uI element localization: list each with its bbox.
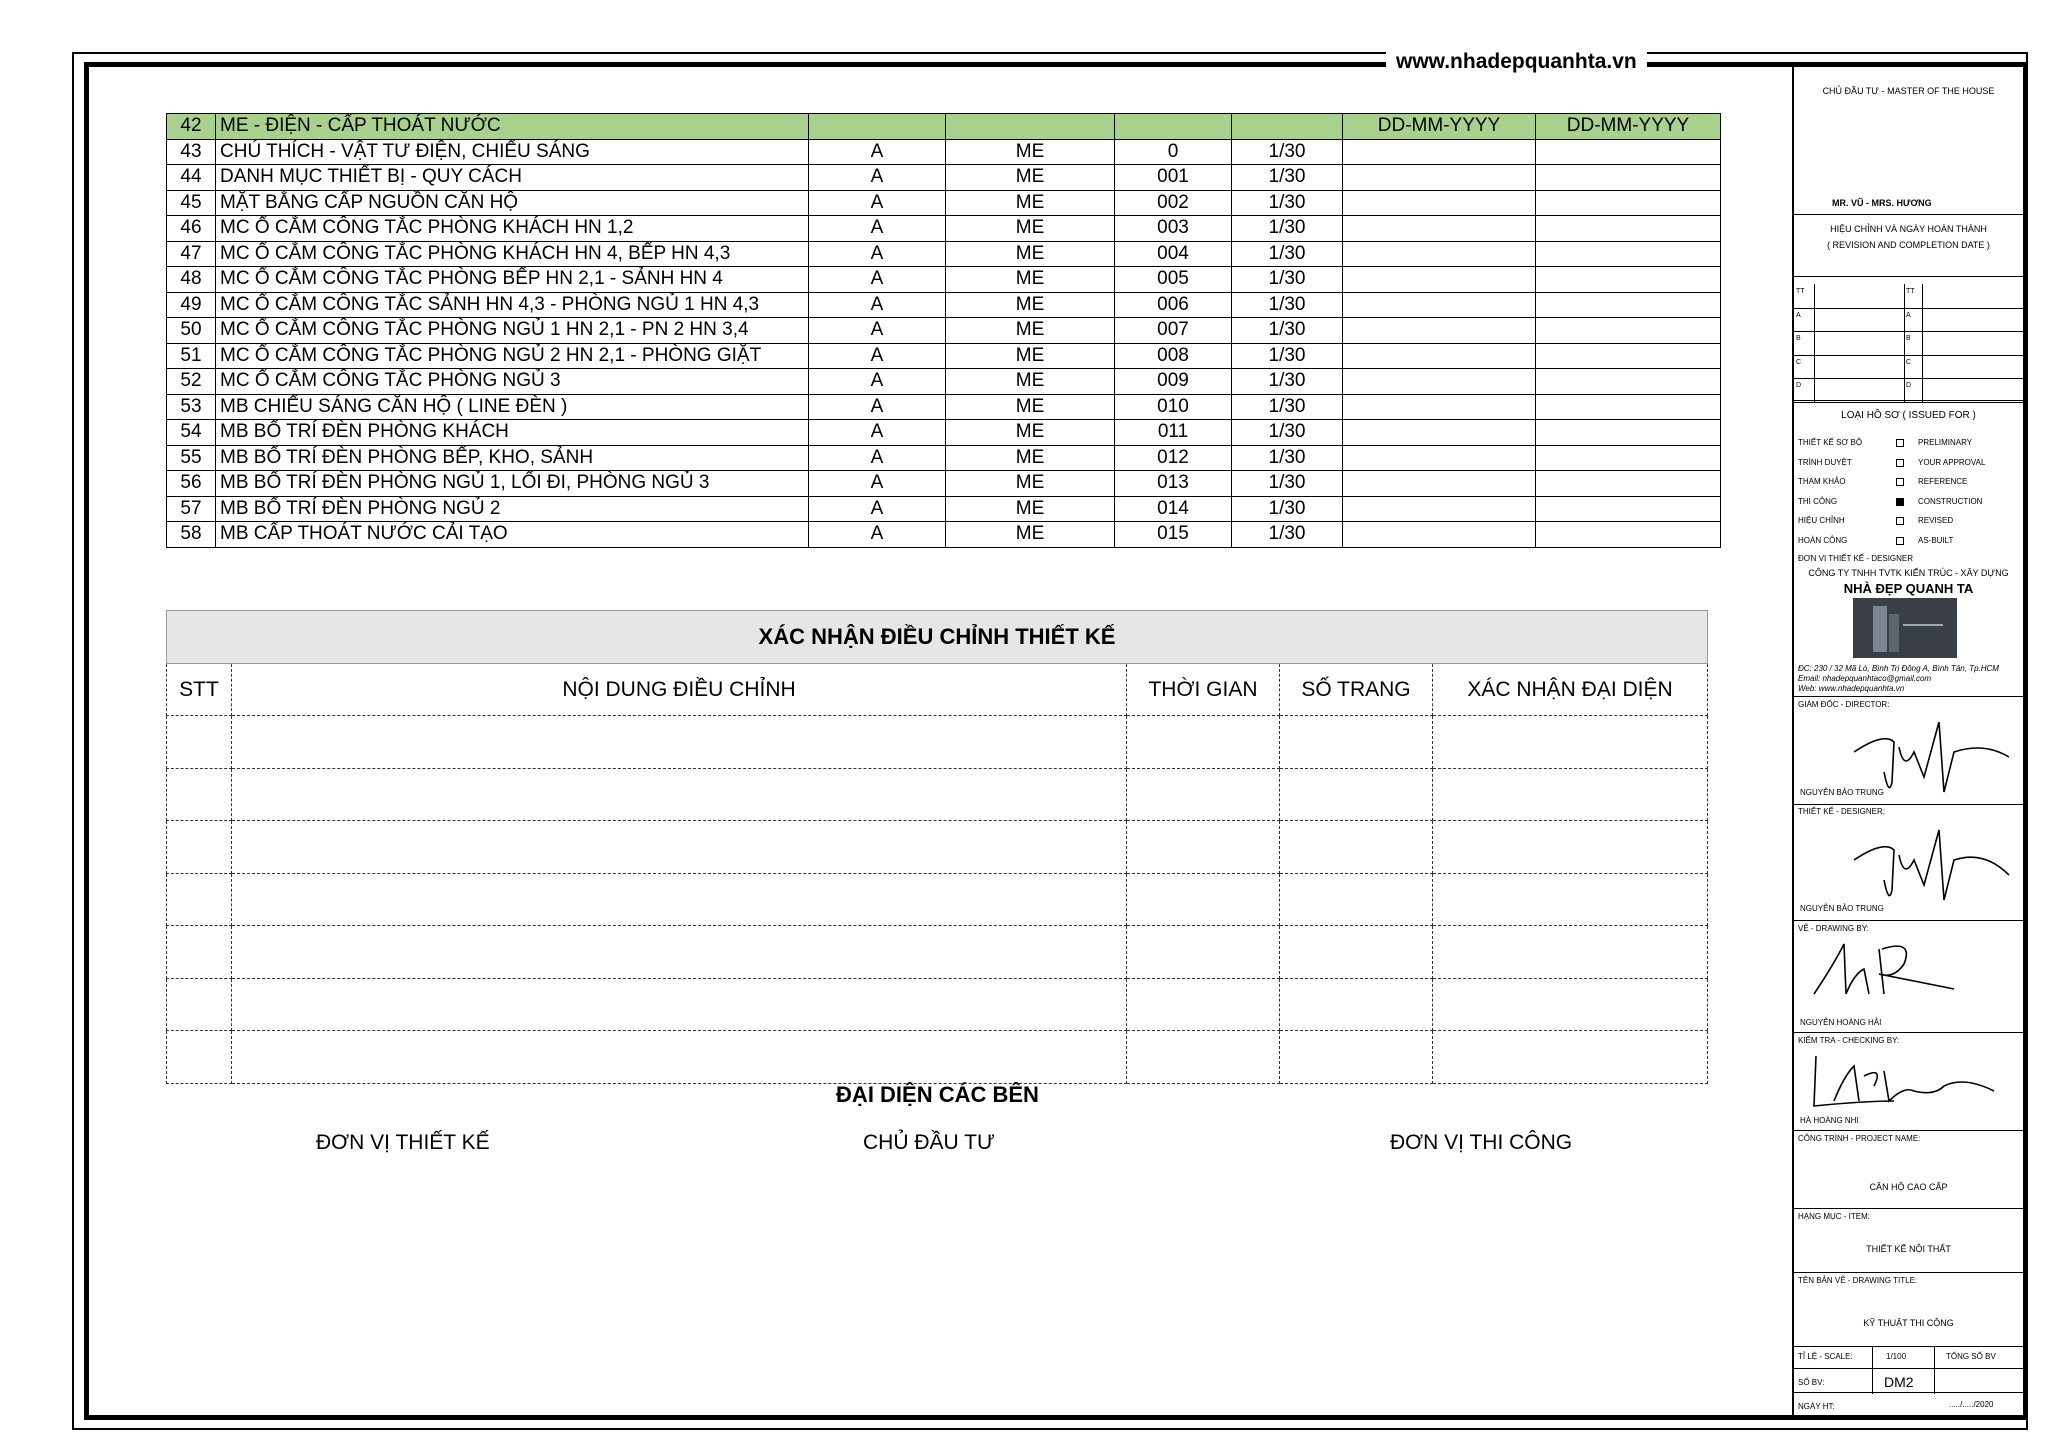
- total-sheets-label: TỔNG SỐ BV: [1946, 1352, 1996, 1361]
- drawing-list-row: [167, 190, 1721, 216]
- sheet-number: 004: [1115, 241, 1232, 267]
- drawing-list-row: [167, 394, 1721, 420]
- company-logo: [1853, 598, 1957, 658]
- sheet-scale: 1/30: [1232, 471, 1343, 497]
- date-cell-1: [1343, 445, 1536, 471]
- drawing-name: MB BỐ TRÍ ĐÈN PHÒNG BẾP, KHO, SẢNH: [216, 445, 809, 471]
- issue-type-en: AS-BUILT: [1918, 535, 1954, 545]
- issue-type-en: REFERENCE: [1918, 477, 1968, 486]
- drawing-list-row: [167, 216, 1721, 242]
- revision-cell[interactable]: [1433, 978, 1708, 1031]
- row-number: 42: [167, 114, 216, 140]
- date-cell-1: [1343, 394, 1536, 420]
- row-number: 54: [167, 420, 216, 446]
- sheet-size: A: [809, 496, 946, 522]
- row-number: 53: [167, 394, 216, 420]
- row-number: 51: [167, 343, 216, 369]
- sheet-number: 006: [1115, 292, 1232, 318]
- sheet-size: A: [809, 190, 946, 216]
- revision-label-1: HIỆU CHỈNH VÀ NGÀY HOÀN THÀNH: [1830, 224, 1987, 234]
- drawing-list-row: [167, 241, 1721, 267]
- revision-cell[interactable]: [1433, 873, 1708, 926]
- sheet-scale: 1/30: [1232, 445, 1343, 471]
- revision-cell[interactable]: [232, 978, 1127, 1031]
- revision-label-2: ( REVISION AND COMPLETION DATE ): [1827, 240, 1990, 250]
- revision-cell[interactable]: [167, 1031, 232, 1084]
- drawing-list-header-row: [167, 114, 1721, 140]
- sheet-number: 0: [1115, 139, 1232, 165]
- title-block: [1794, 62, 2023, 1415]
- date-cell-1: [1343, 216, 1536, 242]
- item-name: THIẾT KẾ NỘI THẤT: [1866, 1244, 1951, 1254]
- rep-owner: CHỦ ĐẦU TƯ: [863, 1131, 995, 1154]
- sheet-size: A: [809, 267, 946, 293]
- col-confirm: XÁC NHẬN ĐẠI DIỆN: [1433, 664, 1708, 716]
- sheet-label: SỐ BV:: [1798, 1378, 1825, 1387]
- drawing-list-row: [167, 369, 1721, 395]
- drawing-name: MC Ổ CẮM CÔNG TẮC PHÒNG NGỦ 3: [216, 369, 809, 395]
- sheet-size: A: [809, 343, 946, 369]
- discipline-code: ME: [946, 445, 1115, 471]
- revision-cell[interactable]: [167, 768, 232, 821]
- rev-grid-label: B: [1796, 335, 1801, 342]
- date-column-1: DD-MM-YYYY: [1343, 114, 1536, 140]
- date-cell-2: [1536, 190, 1721, 216]
- rev-grid-label: D: [1796, 382, 1802, 389]
- drawing-name: MB BỐ TRÍ ĐÈN PHÒNG NGỦ 2: [216, 496, 809, 522]
- date-value: ...../...../2020: [1949, 1400, 1994, 1409]
- issue-type-en: CONSTRUCTION: [1918, 496, 1983, 506]
- drawing-name: MB CẤP THOÁT NƯỚC CẢI TẠO: [216, 522, 809, 548]
- revision-title-row: [167, 611, 1708, 664]
- sheet-size: A: [809, 216, 946, 242]
- sheet-number: 008: [1115, 343, 1232, 369]
- rev-grid-label: B: [1906, 335, 1911, 342]
- project-label: CÔNG TRÌNH - PROJECT NAME:: [1798, 1134, 1921, 1143]
- sheet-number: 015: [1115, 522, 1232, 548]
- discipline-code: ME: [946, 522, 1115, 548]
- sheet-scale: 1/30: [1232, 318, 1343, 344]
- revision-blank-row: [167, 1031, 1708, 1084]
- sheet-scale: 1/30: [1232, 394, 1343, 420]
- owner-label: CHỦ ĐẦU TƯ - MASTER OF THE HOUSE: [1822, 86, 1995, 96]
- rep-contractor: ĐƠN VỊ THI CÔNG: [1390, 1131, 1573, 1154]
- drawing-title-label: TÊN BẢN VẼ - DRAWING TITLE:: [1798, 1276, 1918, 1285]
- revision-cell[interactable]: [1280, 1031, 1433, 1084]
- row-number: 45: [167, 190, 216, 216]
- sheet-number: 009: [1115, 369, 1232, 395]
- discipline-code: ME: [946, 267, 1115, 293]
- drawing-list-table: [166, 113, 1721, 548]
- revision-cell[interactable]: [1127, 873, 1280, 926]
- issue-type-en: REVISED: [1918, 516, 1954, 525]
- sheet-size: A: [809, 241, 946, 267]
- sheet-number: 003: [1115, 216, 1232, 242]
- sheet-number: 013: [1115, 471, 1232, 497]
- building-logo-icon: [1853, 598, 1957, 658]
- date-cell-1: [1343, 420, 1536, 446]
- row-number: 52: [167, 369, 216, 395]
- discipline-code: ME: [946, 471, 1115, 497]
- issue-type-label: HIỆU CHỈNH: [1798, 516, 1845, 525]
- discipline-code: ME: [946, 292, 1115, 318]
- revision-cell[interactable]: [232, 768, 1127, 821]
- date-cell-1: [1343, 165, 1536, 191]
- drawing-name: MB BỐ TRÍ ĐÈN PHÒNG KHÁCH: [216, 420, 809, 446]
- drawing-label: VẼ - DRAWING BY:: [1798, 924, 1869, 933]
- sheet-scale: 1/30: [1232, 165, 1343, 191]
- revision-blank-row: [167, 926, 1708, 979]
- discipline-code: ME: [946, 394, 1115, 420]
- revision-cell[interactable]: [1280, 768, 1433, 821]
- drawing-list-row: [167, 165, 1721, 191]
- issue-type-label: THAM KHẢO: [1798, 477, 1846, 486]
- date-cell-1: [1343, 343, 1536, 369]
- discipline-code: ME: [946, 165, 1115, 191]
- date-cell-2: [1536, 216, 1721, 242]
- drawing-name: DANH MỤC THIẾT BỊ - QUY CÁCH: [216, 165, 809, 191]
- date-cell-2: [1536, 471, 1721, 497]
- drawing-list-row: [167, 318, 1721, 344]
- date-cell-2: [1536, 369, 1721, 395]
- revision-blank-row: [167, 821, 1708, 874]
- designer-unit-label: ĐƠN VỊ THIẾT KẾ - DESIGNER: [1798, 554, 1914, 563]
- date-cell-1: [1343, 318, 1536, 344]
- revision-cell[interactable]: [167, 716, 232, 769]
- issue-type-checkbox[interactable]: [1896, 498, 1904, 506]
- sheet-value: DM2: [1884, 1374, 1914, 1390]
- sheet-size: A: [809, 139, 946, 165]
- revision-header-row: [167, 664, 1708, 716]
- revision-cell[interactable]: [1433, 821, 1708, 874]
- sheet-number: 005: [1115, 267, 1232, 293]
- sheet-scale: 1/30: [1232, 522, 1343, 548]
- sheet-scale: 1/30: [1232, 496, 1343, 522]
- rev-grid-label: A: [1906, 311, 1911, 319]
- sheet-size: A: [809, 394, 946, 420]
- date-cell-1: [1343, 471, 1536, 497]
- issue-type-checkbox[interactable]: [1896, 459, 1904, 467]
- sheet-size: A: [809, 471, 946, 497]
- row-number: 49: [167, 292, 216, 318]
- row-number: 43: [167, 139, 216, 165]
- sheet-scale: 1/30: [1232, 292, 1343, 318]
- issued-for-label: LOẠI HỒ SƠ ( ISSUED FOR ): [1841, 410, 1976, 421]
- revision-cell[interactable]: [1127, 1031, 1280, 1084]
- discipline-code: ME: [946, 318, 1115, 344]
- rev-grid-label: D: [1906, 382, 1912, 389]
- drawing-name: CHÚ THÍCH - VẬT TƯ ĐIỆN, CHIẾU SÁNG: [216, 139, 809, 165]
- issue-type-label: THIẾT KẾ SƠ BỘ: [1798, 438, 1863, 447]
- check-label: KIỂM TRA - CHECKING BY:: [1798, 1036, 1900, 1045]
- issue-type-label: HOÀN CÔNG: [1798, 535, 1848, 545]
- issue-type-en: PRELIMINARY: [1918, 438, 1973, 447]
- drawing-name: MC Ổ CẮM CÔNG TẮC PHÒNG NGỦ 2 HN 2,1 - PHÒNG GIẶT: [216, 343, 809, 369]
- sheet-size: A: [809, 522, 946, 548]
- date-cell-1: [1343, 241, 1536, 267]
- scale-value: 1/100: [1886, 1352, 1907, 1361]
- sheet-scale: 1/30: [1232, 190, 1343, 216]
- sheet-size: A: [809, 445, 946, 471]
- discipline-code: ME: [946, 139, 1115, 165]
- sheet-number: 002: [1115, 190, 1232, 216]
- project-name: CĂN HỘ CAO CẤP: [1869, 1182, 1948, 1192]
- discipline-code: ME: [946, 496, 1115, 522]
- design-name: NGUYỄN BẢO TRUNG: [1800, 904, 1884, 913]
- issue-type-checkbox[interactable]: [1896, 537, 1904, 545]
- issue-type-checkbox[interactable]: [1896, 478, 1904, 486]
- cell: [1232, 114, 1343, 140]
- row-number: 48: [167, 267, 216, 293]
- rev-grid-label: A: [1796, 311, 1801, 319]
- row-number: 47: [167, 241, 216, 267]
- col-content: NỘI DUNG ĐIỀU CHỈNH: [232, 664, 1127, 716]
- cell: [946, 114, 1115, 140]
- sheet-number: 014: [1115, 496, 1232, 522]
- date-cell-2: [1536, 241, 1721, 267]
- drawer-signature: [1804, 934, 1974, 1014]
- row-number: 57: [167, 496, 216, 522]
- discipline-code: ME: [946, 369, 1115, 395]
- date-cell-2: [1536, 420, 1721, 446]
- rev-grid-label: TT: [1796, 288, 1805, 295]
- website-label: www.nhadepquanhta.vn: [1386, 50, 1647, 74]
- sheet-number: 010: [1115, 394, 1232, 420]
- owner-name: MR. VŨ - MRS. HƯƠNG: [1832, 198, 1932, 208]
- issue-type-label: TRÌNH DUYỆT: [1798, 457, 1852, 467]
- date-cell-2: [1536, 394, 1721, 420]
- date-cell-2: [1536, 165, 1721, 191]
- drawing-name: MC Ổ CẮM CÔNG TẮC PHÒNG NGỦ 1 HN 2,1 - PN 2 HN 3,4: [216, 318, 809, 344]
- date-cell-1: [1343, 369, 1536, 395]
- drawing-list-row: [167, 343, 1721, 369]
- drawing-list-row: [167, 496, 1721, 522]
- revision-cell[interactable]: [232, 873, 1127, 926]
- drawing-name: MC Ổ CẮM CÔNG TẮC PHÒNG KHÁCH HN 1,2: [216, 216, 809, 242]
- checker-signature: [1804, 1046, 2004, 1126]
- revision-cell[interactable]: [1127, 978, 1280, 1031]
- date-cell-2: [1536, 445, 1721, 471]
- col-stt: STT: [167, 664, 232, 716]
- company-email: Email: nhadepquanhtaco@gmail.com: [1798, 674, 1932, 683]
- revision-cell[interactable]: [1280, 821, 1433, 874]
- row-number: 46: [167, 216, 216, 242]
- date-cell-1: [1343, 522, 1536, 548]
- date-cell-2: [1536, 343, 1721, 369]
- revision-cell[interactable]: [232, 926, 1127, 979]
- designer-signature: [1844, 820, 2014, 910]
- date-cell-2: [1536, 267, 1721, 293]
- drawing-name: MẶT BẰNG CẤP NGUỒN CĂN HỘ: [216, 190, 809, 216]
- row-number: 44: [167, 165, 216, 191]
- date-cell-2: [1536, 139, 1721, 165]
- date-cell-2: [1536, 496, 1721, 522]
- sheet-scale: 1/30: [1232, 420, 1343, 446]
- representatives-title: ĐẠI DIỆN CÁC BÊN: [836, 1082, 1039, 1107]
- revision-cell[interactable]: [1127, 821, 1280, 874]
- row-number: 58: [167, 522, 216, 548]
- sheet-size: A: [809, 420, 946, 446]
- issue-type-label: THI CÔNG: [1798, 496, 1838, 506]
- date-cell-1: [1343, 190, 1536, 216]
- check-name: HÀ HOÀNG NHI: [1800, 1116, 1859, 1125]
- revision-cell[interactable]: [1280, 716, 1433, 769]
- company-address: ĐC: 230 / 32 Mã Lò, Bình Trị Đông A, Bình Tân, Tp.HCM: [1798, 664, 1999, 673]
- item-label: HẠNG MỤC - ITEM:: [1798, 1212, 1870, 1221]
- drawing-name: MC Ổ CẮM CÔNG TẮC PHÒNG BẾP HN 2,1 - SẢNH HN 4: [216, 267, 809, 293]
- discipline-code: ME: [946, 241, 1115, 267]
- rev-grid-label: C: [1906, 358, 1912, 366]
- scale-label: TỈ LỆ - SCALE:: [1798, 1352, 1853, 1361]
- revision-cell[interactable]: [1433, 716, 1708, 769]
- drawing-list-row: [167, 267, 1721, 293]
- drawing-name: MC Ổ CẮM CÔNG TẮC PHÒNG KHÁCH HN 4, BẾP HN 4,3: [216, 241, 809, 267]
- drawing-list-row: [167, 471, 1721, 497]
- drawing-title-name: KỸ THUẬT THI CÔNG: [1863, 1318, 1954, 1328]
- discipline-code: ME: [946, 216, 1115, 242]
- revision-cell[interactable]: [167, 978, 232, 1031]
- date-cell-1: [1343, 267, 1536, 293]
- date-column-2: DD-MM-YYYY: [1536, 114, 1721, 140]
- col-page: SỐ TRANG: [1280, 664, 1433, 716]
- sheet-size: A: [809, 318, 946, 344]
- revision-cell[interactable]: [167, 926, 232, 979]
- sheet-size: A: [809, 292, 946, 318]
- date-cell-2: [1536, 318, 1721, 344]
- revision-cell[interactable]: [1127, 926, 1280, 979]
- rev-grid-label: TT: [1906, 288, 1915, 295]
- section-title: ME - ĐIỆN - CẤP THOÁT NƯỚC: [216, 114, 809, 140]
- revision-cell[interactable]: [232, 716, 1127, 769]
- revision-blank-row: [167, 768, 1708, 821]
- sheet-size: A: [809, 369, 946, 395]
- revision-blank-row: [167, 716, 1708, 769]
- row-number: 56: [167, 471, 216, 497]
- discipline-code: ME: [946, 420, 1115, 446]
- discipline-code: ME: [946, 343, 1115, 369]
- revision-cell[interactable]: [1280, 926, 1433, 979]
- cell: [809, 114, 946, 140]
- sheet-scale: 1/30: [1232, 241, 1343, 267]
- drawing-name: MB CHIẾU SÁNG CĂN HỘ ( LINE ĐÈN ): [216, 394, 809, 420]
- company-web: Web: www.nhadepquanhta.vn: [1798, 684, 1905, 693]
- sheet-number: 001: [1115, 165, 1232, 191]
- company-name: NHÀ ĐẸP QUANH TA: [1843, 581, 1974, 596]
- sheet-number: 007: [1115, 318, 1232, 344]
- sheet-size: A: [809, 165, 946, 191]
- col-time: THỜI GIAN: [1127, 664, 1280, 716]
- drawing-name: NGUYỄN HOÀNG HẢI: [1800, 1018, 1882, 1027]
- revision-cell[interactable]: [1433, 1031, 1708, 1084]
- date-cell-2: [1536, 522, 1721, 548]
- sheet-scale: 1/30: [1232, 216, 1343, 242]
- rev-grid-label: C: [1796, 358, 1802, 366]
- revision-title: XÁC NHẬN ĐIỀU CHỈNH THIẾT KẾ: [167, 611, 1708, 664]
- revision-cell[interactable]: [167, 821, 232, 874]
- sheet-scale: 1/30: [1232, 267, 1343, 293]
- revision-cell[interactable]: [167, 873, 232, 926]
- drawing-list-row: [167, 522, 1721, 548]
- drawing-list-row: [167, 139, 1721, 165]
- revision-cell[interactable]: [1433, 768, 1708, 821]
- revision-table: [166, 610, 1708, 1084]
- sheet-scale: 1/30: [1232, 343, 1343, 369]
- design-label: THIẾT KẾ - DESIGNER:: [1798, 807, 1885, 816]
- drawing-name: MB BỐ TRÍ ĐÈN PHÒNG NGỦ 1, LỐI ĐI, PHÒNG NGỦ 3: [216, 471, 809, 497]
- revision-blank-row: [167, 978, 1708, 1031]
- revision-cell[interactable]: [232, 1031, 1127, 1084]
- revision-cell[interactable]: [1127, 768, 1280, 821]
- revision-cell[interactable]: [1127, 716, 1280, 769]
- drawing-name: MC Ổ CẮM CÔNG TẮC SẢNH HN 4,3 - PHÒNG NGỦ 1 HN 4,3: [216, 292, 809, 318]
- row-number: 55: [167, 445, 216, 471]
- director-label: GIÁM ĐỐC - DIRECTOR:: [1798, 700, 1890, 709]
- sheet-scale: 1/30: [1232, 369, 1343, 395]
- issue-type-en: YOUR APPROVAL: [1918, 457, 1986, 467]
- sheet-number: 012: [1115, 445, 1232, 471]
- date-cell-1: [1343, 496, 1536, 522]
- drawing-list-row: [167, 445, 1721, 471]
- rep-designer: ĐƠN VỊ THIẾT KẾ: [316, 1131, 490, 1154]
- date-cell-1: [1343, 139, 1536, 165]
- revision-blank-row: [167, 873, 1708, 926]
- sheet-scale: 1/30: [1232, 139, 1343, 165]
- revision-cell[interactable]: [1280, 978, 1433, 1031]
- date-label: NGÀY HT:: [1798, 1402, 1835, 1411]
- revision-cell[interactable]: [232, 821, 1127, 874]
- director-name: NGUYỄN BẢO TRUNG: [1800, 788, 1884, 797]
- sheet-number: 011: [1115, 420, 1232, 446]
- issue-type-checkbox[interactable]: [1896, 439, 1904, 447]
- cell: [1115, 114, 1232, 140]
- issue-type-checkbox[interactable]: [1896, 517, 1904, 525]
- date-cell-2: [1536, 292, 1721, 318]
- company-line: CÔNG TY TNHH TVTK KIẾN TRÚC - XÂY DỰNG: [1808, 568, 2009, 578]
- drawing-list-row: [167, 420, 1721, 446]
- row-number: 50: [167, 318, 216, 344]
- revision-cell[interactable]: [1280, 873, 1433, 926]
- discipline-code: ME: [946, 190, 1115, 216]
- revision-cell[interactable]: [1433, 926, 1708, 979]
- date-cell-1: [1343, 292, 1536, 318]
- drawing-list-row: [167, 292, 1721, 318]
